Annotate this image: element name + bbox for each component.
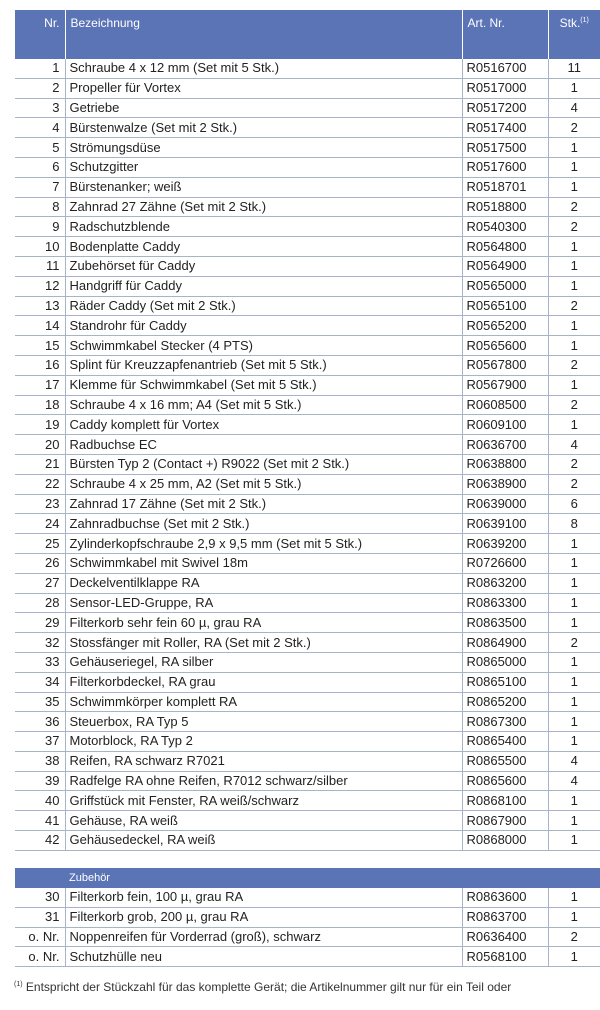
column-header-qty	[548, 10, 600, 59]
article-number-cell: R0636700	[462, 435, 548, 455]
part-name-cell: Propeller für Vortex	[65, 78, 462, 98]
part-name-cell: Räder Caddy (Set mit 2 Stk.)	[65, 296, 462, 316]
part-number-cell: 40	[15, 791, 65, 811]
article-number-cell: R0863600	[462, 888, 548, 907]
part-name-cell: Stossfänger mit Roller, RA (Set mit 2 Stk.)	[65, 633, 462, 653]
quantity-cell: 1	[548, 947, 600, 967]
quantity-cell: 1	[548, 256, 600, 276]
part-name-cell: Schwimmkabel Stecker (4 PTS)	[65, 336, 462, 356]
part-number-cell: 9	[15, 217, 65, 237]
part-name-cell: Filterkorb grob, 200 µ, grau RA	[65, 907, 462, 927]
quantity-cell: 1	[548, 177, 600, 197]
table-row	[15, 927, 600, 947]
article-number-cell: R0568100	[462, 947, 548, 967]
article-number-cell: R0565000	[462, 276, 548, 296]
part-name-cell: Filterkorb fein, 100 µ, grau RA	[65, 888, 462, 907]
qty-header-label: Stk.	[559, 16, 581, 30]
part-number-cell: 32	[15, 633, 65, 653]
part-number-cell: 20	[15, 435, 65, 455]
part-number-cell: 26	[15, 553, 65, 573]
parts-table	[15, 10, 600, 851]
part-number-cell: 38	[15, 751, 65, 771]
part-number-cell: 7	[15, 177, 65, 197]
quantity-cell: 4	[548, 435, 600, 455]
part-name-cell: Bürstenwalze (Set mit 2 Stk.)	[65, 118, 462, 138]
quantity-cell: 1	[548, 811, 600, 831]
table-row	[15, 59, 600, 78]
quantity-cell: 1	[548, 276, 600, 296]
article-number-cell: R0865100	[462, 672, 548, 692]
table-row	[15, 633, 600, 653]
part-number-cell: 11	[15, 256, 65, 276]
quantity-cell: 11	[548, 59, 600, 78]
quantity-cell: 1	[548, 712, 600, 732]
part-number-cell: 4	[15, 118, 65, 138]
part-name-cell: Filterkorb sehr fein 60 µ, grau RA	[65, 613, 462, 633]
part-name-cell: Schraube 4 x 12 mm (Set mit 5 Stk.)	[65, 59, 462, 78]
table-row	[15, 494, 600, 514]
table-row	[15, 296, 600, 316]
quantity-cell: 2	[548, 395, 600, 415]
table-row	[15, 415, 600, 435]
table-header	[15, 10, 600, 59]
article-number-cell: R0567800	[462, 355, 548, 375]
part-number-cell: 41	[15, 811, 65, 831]
article-number-cell: R0608500	[462, 395, 548, 415]
accessories-title: Zubehör	[65, 868, 600, 888]
table-row	[15, 474, 600, 494]
part-number-cell: 1	[15, 59, 65, 78]
quantity-cell: 1	[548, 375, 600, 395]
article-number-cell: R0540300	[462, 217, 548, 237]
quantity-cell: 2	[548, 474, 600, 494]
table-row	[15, 672, 600, 692]
article-number-cell: R0636400	[462, 927, 548, 947]
part-number-cell: 39	[15, 771, 65, 791]
table-row	[15, 454, 600, 474]
quantity-cell: 2	[548, 197, 600, 217]
quantity-cell: 1	[548, 573, 600, 593]
quantity-cell: 4	[548, 751, 600, 771]
part-name-cell: Schutzgitter	[65, 157, 462, 177]
table-row	[15, 276, 600, 296]
quantity-cell: 1	[548, 237, 600, 257]
accessories-table	[15, 868, 600, 967]
article-number-cell: R0565200	[462, 316, 548, 336]
table-row	[15, 256, 600, 276]
quantity-cell: 1	[548, 415, 600, 435]
part-number-cell: 34	[15, 672, 65, 692]
accessories-table-body	[15, 868, 600, 967]
quantity-cell: 2	[548, 927, 600, 947]
article-number-cell: R0638800	[462, 454, 548, 474]
quantity-cell: 2	[548, 217, 600, 237]
part-number-cell: 36	[15, 712, 65, 732]
article-number-cell: R0864900	[462, 633, 548, 653]
part-number-cell: 8	[15, 197, 65, 217]
quantity-cell: 2	[548, 118, 600, 138]
quantity-cell: 1	[548, 907, 600, 927]
accessories-header-blank	[15, 868, 65, 888]
article-number-cell: R0639100	[462, 514, 548, 534]
quantity-cell: 6	[548, 494, 600, 514]
article-number-cell: R0517200	[462, 98, 548, 118]
quantity-cell: 1	[548, 692, 600, 712]
article-number-cell: R0517400	[462, 118, 548, 138]
part-number-cell: 19	[15, 415, 65, 435]
part-name-cell: Reifen, RA schwarz R7021	[65, 751, 462, 771]
part-name-cell: Schutzhülle neu	[65, 947, 462, 967]
article-number-cell: R0609100	[462, 415, 548, 435]
part-name-cell: Zahnrad 17 Zähne (Set mit 2 Stk.)	[65, 494, 462, 514]
part-name-cell: Griffstück mit Fenster, RA weiß/schwarz	[65, 791, 462, 811]
table-row	[15, 138, 600, 158]
article-number-cell: R0868100	[462, 791, 548, 811]
article-number-cell: R0868000	[462, 831, 548, 851]
article-number-cell: R0565100	[462, 296, 548, 316]
table-row	[15, 177, 600, 197]
part-name-cell: Bodenplatte Caddy	[65, 237, 462, 257]
article-number-cell: R0867900	[462, 811, 548, 831]
table-row	[15, 355, 600, 375]
part-name-cell: Schraube 4 x 16 mm; A4 (Set mit 5 Stk.)	[65, 395, 462, 415]
quantity-cell: 1	[548, 732, 600, 752]
part-number-cell: 3	[15, 98, 65, 118]
part-number-cell: 2	[15, 78, 65, 98]
article-number-cell: R0518701	[462, 177, 548, 197]
table-row	[15, 553, 600, 573]
footnote-marker: (1)	[580, 17, 589, 24]
table-row	[15, 652, 600, 672]
part-name-cell: Bürstenanker; weiß	[65, 177, 462, 197]
part-name-cell: Klemme für Schwimmkabel (Set mit 5 Stk.)	[65, 375, 462, 395]
part-number-cell: 18	[15, 395, 65, 415]
part-name-cell: Radbuchse EC	[65, 435, 462, 455]
table-row	[15, 888, 600, 907]
part-name-cell: Gehäusedeckel, RA weiß	[65, 831, 462, 851]
quantity-cell: 1	[548, 534, 600, 554]
quantity-cell: 1	[548, 672, 600, 692]
part-name-cell: Steuerbox, RA Typ 5	[65, 712, 462, 732]
article-number-cell: R0518800	[462, 197, 548, 217]
part-name-cell: Schwimmkabel mit Swivel 18m	[65, 553, 462, 573]
table-row	[15, 791, 600, 811]
quantity-cell: 2	[548, 633, 600, 653]
part-name-cell: Bürsten Typ 2 (Contact +) R9022 (Set mit 2 Stk.)	[65, 454, 462, 474]
column-header-nr: Nr.	[15, 10, 65, 59]
article-number-cell: R0516700	[462, 59, 548, 78]
table-row	[15, 336, 600, 356]
part-name-cell: Schraube 4 x 25 mm, A2 (Set mit 5 Stk.)	[65, 474, 462, 494]
part-number-cell: 10	[15, 237, 65, 257]
part-name-cell: Deckelventilklappe RA	[65, 573, 462, 593]
footnote-marker: (1)	[14, 981, 23, 988]
quantity-cell: 1	[548, 791, 600, 811]
quantity-cell: 1	[548, 831, 600, 851]
article-number-cell: R0517000	[462, 78, 548, 98]
table-row	[15, 573, 600, 593]
quantity-cell: 1	[548, 652, 600, 672]
part-name-cell: Radfelge RA ohne Reifen, R7012 schwarz/silber	[65, 771, 462, 791]
article-number-cell: R0567900	[462, 375, 548, 395]
part-name-cell: Getriebe	[65, 98, 462, 118]
part-number-cell: 27	[15, 573, 65, 593]
part-number-cell: 15	[15, 336, 65, 356]
table-row	[15, 751, 600, 771]
table-row	[15, 197, 600, 217]
table-row	[15, 217, 600, 237]
table-row	[15, 98, 600, 118]
part-name-cell: Radschutzblende	[65, 217, 462, 237]
table-row	[15, 237, 600, 257]
part-number-cell: 17	[15, 375, 65, 395]
table-row	[15, 514, 600, 534]
part-number-cell: 23	[15, 494, 65, 514]
article-number-cell: R0863300	[462, 593, 548, 613]
article-number-cell: R0865200	[462, 692, 548, 712]
part-number-cell: 28	[15, 593, 65, 613]
footnote	[14, 980, 511, 994]
table-row	[15, 907, 600, 927]
part-name-cell: Zylinderkopfschraube 2,9 x 9,5 mm (Set mit 5 Stk.)	[65, 534, 462, 554]
quantity-cell: 4	[548, 771, 600, 791]
part-number-cell: 37	[15, 732, 65, 752]
article-number-cell: R0863700	[462, 907, 548, 927]
part-number-cell: 25	[15, 534, 65, 554]
quantity-cell: 1	[548, 336, 600, 356]
quantity-cell: 1	[548, 78, 600, 98]
article-number-cell: R0865000	[462, 652, 548, 672]
accessories-header	[15, 868, 600, 888]
table-row	[15, 157, 600, 177]
table-row	[15, 831, 600, 851]
part-name-cell: Zubehörset für Caddy	[65, 256, 462, 276]
quantity-cell: 1	[548, 157, 600, 177]
part-name-cell: Zahnradbuchse (Set mit 2 Stk.)	[65, 514, 462, 534]
footnote-text: Entspricht der Stückzahl für das komplette Gerät; die Artikelnummer gilt nur für ein Teil oder	[25, 980, 512, 994]
part-name-cell: Zahnrad 27 Zähne (Set mit 2 Stk.)	[65, 197, 462, 217]
quantity-cell: 1	[548, 316, 600, 336]
quantity-cell: 2	[548, 296, 600, 316]
article-number-cell: R0863200	[462, 573, 548, 593]
quantity-cell: 1	[548, 888, 600, 907]
part-number-cell: 22	[15, 474, 65, 494]
quantity-cell: 4	[548, 98, 600, 118]
article-number-cell: R0564800	[462, 237, 548, 257]
article-number-cell: R0517500	[462, 138, 548, 158]
article-number-cell: R0865500	[462, 751, 548, 771]
part-number-cell: 31	[15, 907, 65, 927]
quantity-cell: 1	[548, 553, 600, 573]
part-number-cell: 14	[15, 316, 65, 336]
article-number-cell: R0564900	[462, 256, 548, 276]
part-number-cell: 13	[15, 296, 65, 316]
part-name-cell: Strömungsdüse	[65, 138, 462, 158]
part-number-cell: 12	[15, 276, 65, 296]
table-row	[15, 375, 600, 395]
part-name-cell: Gehäuseriegel, RA silber	[65, 652, 462, 672]
part-name-cell: Caddy komplett für Vortex	[65, 415, 462, 435]
part-number-cell: 33	[15, 652, 65, 672]
part-name-cell: Splint für Kreuzzapfenantrieb (Set mit 5 Stk.)	[65, 355, 462, 375]
part-number-cell: 6	[15, 157, 65, 177]
article-number-cell: R0865400	[462, 732, 548, 752]
quantity-cell: 1	[548, 613, 600, 633]
column-header-art: Art. Nr.	[462, 10, 548, 59]
article-number-cell: R0565600	[462, 336, 548, 356]
table-row	[15, 435, 600, 455]
article-number-cell: R0865600	[462, 771, 548, 791]
table-row	[15, 118, 600, 138]
part-name-cell: Schwimmkörper komplett RA	[65, 692, 462, 712]
part-number-cell: 35	[15, 692, 65, 712]
article-number-cell: R0639200	[462, 534, 548, 554]
part-name-cell: Handgriff für Caddy	[65, 276, 462, 296]
table-row	[15, 811, 600, 831]
article-number-cell: R0639000	[462, 494, 548, 514]
column-header-name: Bezeichnung	[65, 10, 462, 59]
part-number-cell: 21	[15, 454, 65, 474]
part-name-cell: Gehäuse, RA weiß	[65, 811, 462, 831]
part-number-cell: 16	[15, 355, 65, 375]
table-row	[15, 593, 600, 613]
parts-table-body	[15, 59, 600, 850]
table-row	[15, 692, 600, 712]
part-number-cell: o. Nr.	[15, 927, 65, 947]
table-row	[15, 316, 600, 336]
part-name-cell: Sensor-LED-Gruppe, RA	[65, 593, 462, 613]
part-number-cell: 29	[15, 613, 65, 633]
quantity-cell: 2	[548, 355, 600, 375]
part-number-cell: o. Nr.	[15, 947, 65, 967]
table-row	[15, 613, 600, 633]
part-number-cell: 24	[15, 514, 65, 534]
table-row	[15, 947, 600, 967]
article-number-cell: R0638900	[462, 474, 548, 494]
part-number-cell: 42	[15, 831, 65, 851]
quantity-cell: 1	[548, 593, 600, 613]
table-row	[15, 732, 600, 752]
table-row	[15, 534, 600, 554]
part-name-cell: Filterkorbdeckel, RA grau	[65, 672, 462, 692]
part-number-cell: 30	[15, 888, 65, 907]
article-number-cell: R0867300	[462, 712, 548, 732]
article-number-cell: R0863500	[462, 613, 548, 633]
quantity-cell: 8	[548, 514, 600, 534]
article-number-cell: R0726600	[462, 553, 548, 573]
part-name-cell: Motorblock, RA Typ 2	[65, 732, 462, 752]
table-row	[15, 771, 600, 791]
article-number-cell: R0517600	[462, 157, 548, 177]
part-name-cell: Noppenreifen für Vorderrad (groß), schwarz	[65, 927, 462, 947]
quantity-cell: 1	[548, 138, 600, 158]
table-row	[15, 395, 600, 415]
part-number-cell: 5	[15, 138, 65, 158]
table-row	[15, 78, 600, 98]
quantity-cell: 2	[548, 454, 600, 474]
part-name-cell: Standrohr für Caddy	[65, 316, 462, 336]
table-row	[15, 712, 600, 732]
